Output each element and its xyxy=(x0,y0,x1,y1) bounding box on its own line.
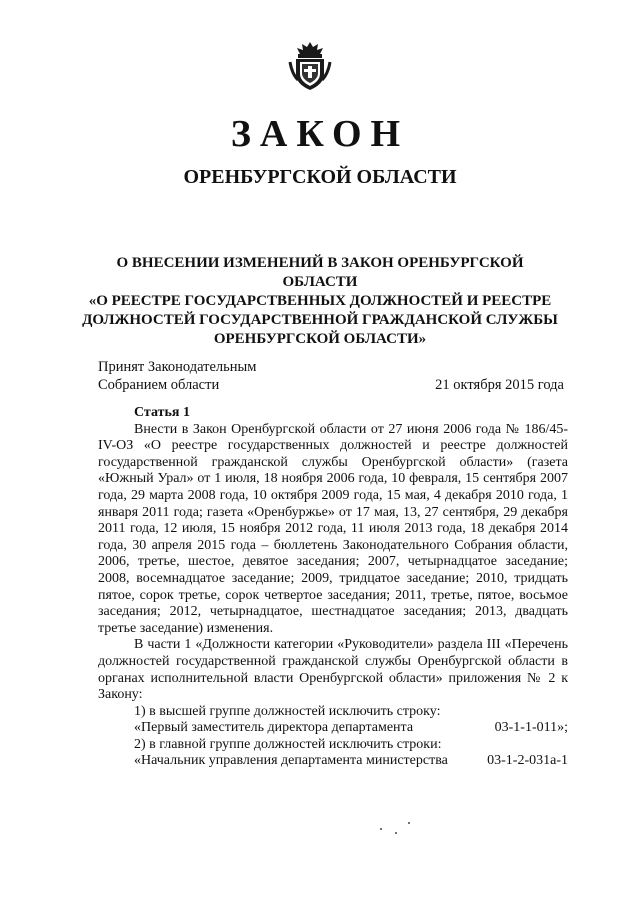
adoption-date: 21 октября 2015 года xyxy=(435,377,564,393)
scan-speck xyxy=(380,828,382,830)
position-code: 03-1-2-031а-1 xyxy=(487,753,568,769)
region-title: ОРЕНБУРГСКОЙ ОБЛАСТИ xyxy=(183,166,457,188)
list-item-1: 1) в высшей группе должностей исключить строку: xyxy=(134,703,441,719)
article-paragraph-2: В части 1 «Должности категории «Руководители» раздела III «Перечень должностей государственной гражданской службы Оренбургской области в органах исполнительной власти Оренбургской области» приложения № 2 к Закону: xyxy=(98,637,568,703)
adoption-line-1: Принят Законодательным xyxy=(98,359,257,375)
list-item-2: 2) в главной группе должностей исключить строки: xyxy=(134,736,442,752)
adoption-block xyxy=(98,358,568,394)
scan-speck xyxy=(395,832,397,834)
law-subject-heading xyxy=(80,254,560,349)
position-row-1 xyxy=(98,720,568,737)
article-title: Статья 1 xyxy=(134,405,190,420)
subject-line: ОРЕНБУРГСКОЙ ОБЛАСТИ» xyxy=(213,331,427,347)
position-name: «Первый заместитель директора департамента xyxy=(134,720,414,736)
subject-line: ДОЛЖНОСТЕЙ ГОСУДАРСТВЕННОЙ ГРАЖДАНСКОЙ СЛУЖБЫ xyxy=(82,312,558,328)
subject-line: «О РЕЕСТРЕ ГОСУДАРСТВЕННЫХ ДОЛЖНОСТЕЙ И РЕЕСТРЕ xyxy=(88,293,552,309)
position-row-2 xyxy=(98,753,568,770)
subject-line: О ВНЕСЕНИИ ИЗМЕНЕНИЙ В ЗАКОН ОРЕНБУРГСКОЙ ОБЛАСТИ xyxy=(116,255,524,290)
adoption-line-2: Собранием области xyxy=(98,377,220,393)
article-paragraph-1: Внести в Закон Оренбургской области от 27 июня 2006 года № 186/45-IV-ОЗ «О реестре государственных должностей и реестре должностей государственной гражданской службы Оренбургской области» (газета «Южный Урал» от 1 июля, 18 ноября 2006 года, 10 февраля, 15 сентября 2007 года, 29 марта 2008 года, 10 октября 2009 года, 15 мая, 4 декабря 2010 года, 1 января 2011 года; газета «Оренбуржье» от 17 мая, 13, 27 сентября, 29 декабря 2011 года, 12 июля, 15 ноября 2012 года, 11 июля 2013 года, 18 декабря 2014 года, 30 апреля 2015 года – бюллетень Законодательного Собрания области, 2006, третье, шестое, девятое заседания; 2007, четырнадцатое заседание; 2008, восемнадцатое заседание; 2009, тридцатое заседание; 2010, тридцать пятое, сорок третье, сорок четвертое заседания; 2011, третье, пятое, восьмое заседания; 2012, четырнадцатое, шестнадцатое заседания; 2013, двадцать третье заседание) изменения. xyxy=(98,421,568,636)
document-title: ЗАКОН xyxy=(230,113,410,155)
position-name: «Начальник управления департамента министерства xyxy=(134,753,448,769)
scan-speck xyxy=(408,822,410,824)
coat-of-arms-emblem xyxy=(288,40,332,92)
article-body xyxy=(98,405,568,770)
position-code: 03-1-1-011»; xyxy=(494,720,568,736)
